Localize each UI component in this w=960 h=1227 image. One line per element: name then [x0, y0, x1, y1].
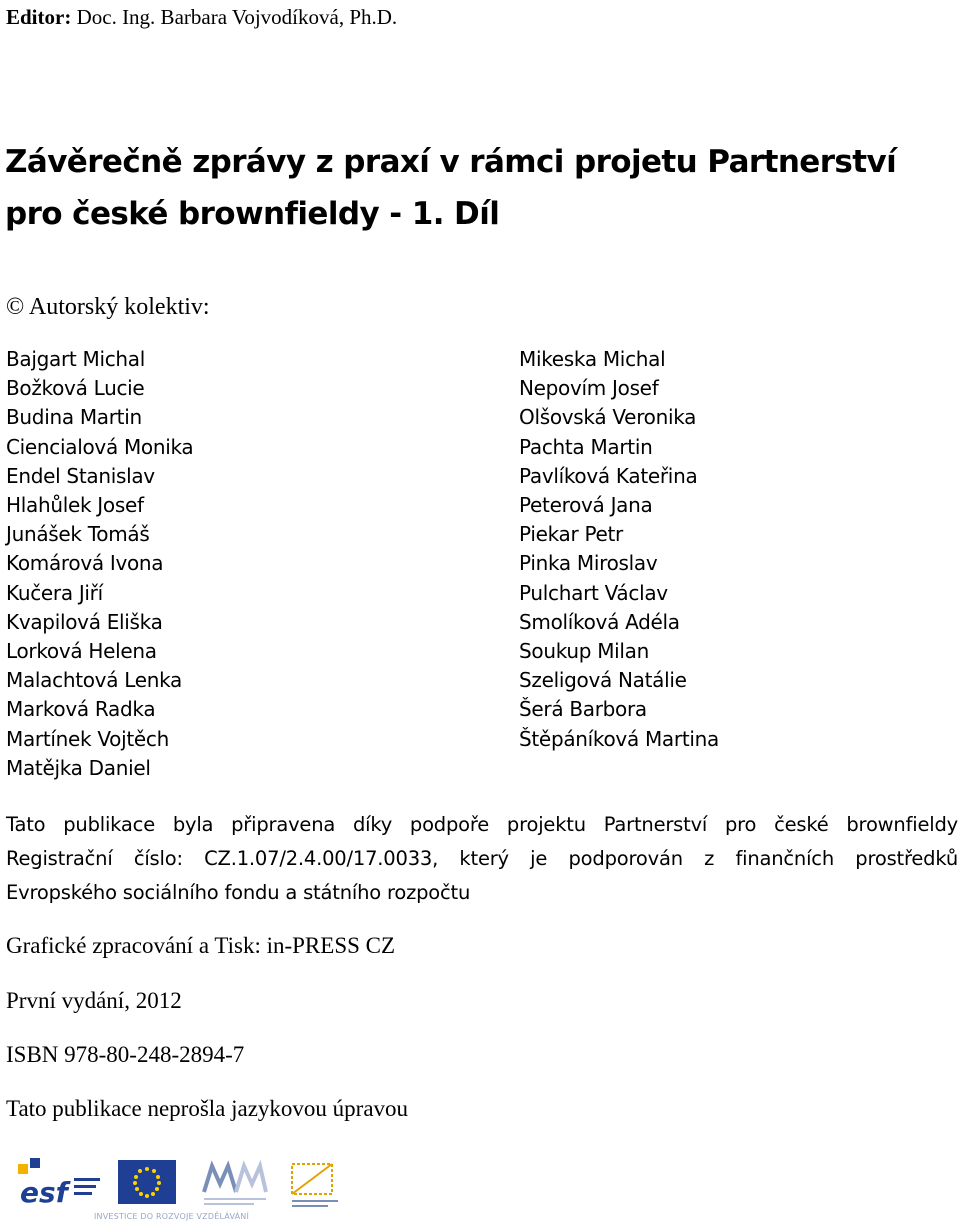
editor-line	[6, 4, 397, 30]
esf-logo-text: esf	[20, 1176, 68, 1209]
author-name: Matějka Daniel	[6, 755, 151, 780]
proofreading-note: Tato publikace neprošla jazykovou úpravou	[6, 1096, 409, 1121]
author-name: Malachtová Lenka	[6, 668, 182, 693]
author-name: Endel Stanislav	[6, 463, 155, 488]
author-name: Smolíková Adéla	[519, 609, 680, 634]
author-name: Božková Lucie	[6, 376, 145, 401]
author-name: Kučera Jiří	[6, 580, 103, 605]
op-vk-logo	[286, 1158, 344, 1210]
graphics-credit: Grafické zpracování a Tisk: in-PRESS CZ	[6, 933, 396, 958]
author-name: Lorková Helena	[6, 639, 157, 664]
author-name: Marková Radka	[6, 697, 156, 722]
logo-caption: INVESTICE DO ROZVOJE VZDĚLÁVÁNÍ	[94, 1212, 250, 1221]
author-name: Peterová Jana	[519, 493, 653, 518]
author-name: Pavlíková Kateřina	[519, 463, 698, 488]
support-paragraph	[6, 808, 958, 910]
msmt-logo	[200, 1158, 270, 1208]
document-title: Závěrečně zprávy z praxí v rámci projetu Partnerství pro české brownfieldy - 1. Díl	[5, 144, 897, 232]
author-name: Olšovská Veronika	[519, 405, 697, 430]
author-name: Ciencialová Monika	[6, 434, 194, 459]
author-name: Kvapilová Eliška	[6, 609, 163, 634]
esf-logo	[18, 1158, 102, 1210]
authors-list-left	[6, 345, 193, 783]
funding-logos	[18, 1158, 348, 1224]
isbn: ISBN 978-80-248-2894-7	[6, 1042, 245, 1067]
author-name: Hlahůlek Josef	[6, 493, 144, 518]
editor-label: Editor:	[6, 5, 72, 29]
author-name: Šerá Barbora	[519, 697, 647, 722]
author-name: Pulchart Václav	[519, 580, 668, 605]
author-name: Pinka Miroslav	[519, 551, 658, 576]
author-name: Szeligová Natálie	[519, 668, 687, 693]
support-line: Evropského sociálního fondu a státního rozpočtu	[6, 881, 471, 904]
editor-name: Doc. Ing. Barbara Vojvodíková, Ph.D.	[76, 5, 398, 29]
author-name: Soukup Milan	[519, 639, 650, 664]
authors-heading: © Autorský kolektiv:	[6, 294, 210, 320]
author-name: Nepovím Josef	[519, 376, 659, 401]
author-name: Pachta Martin	[519, 434, 653, 459]
support-line: Registrační číslo: CZ.1.07/2.4.00/17.0033, který je podporován z finančních prostředků	[6, 847, 958, 870]
edition-info: První vydání, 2012	[6, 988, 182, 1013]
author-name: Štěpáníková Martina	[519, 726, 719, 751]
author-name: Martínek Vojtěch	[6, 726, 169, 751]
support-line: Tato publikace byla připravena díky podpoře projektu Partnerství pro české brownfieldy	[6, 813, 958, 836]
author-name: Junášek Tomáš	[6, 522, 150, 547]
author-name: Komárová Ivona	[6, 551, 164, 576]
author-name: Mikeska Michal	[519, 347, 666, 371]
author-name: Budina Martin	[6, 405, 142, 430]
eu-flag-logo	[118, 1160, 176, 1204]
authors-list-right	[519, 345, 719, 754]
author-name: Piekar Petr	[519, 522, 623, 547]
author-name: Bajgart Michal	[6, 347, 146, 371]
